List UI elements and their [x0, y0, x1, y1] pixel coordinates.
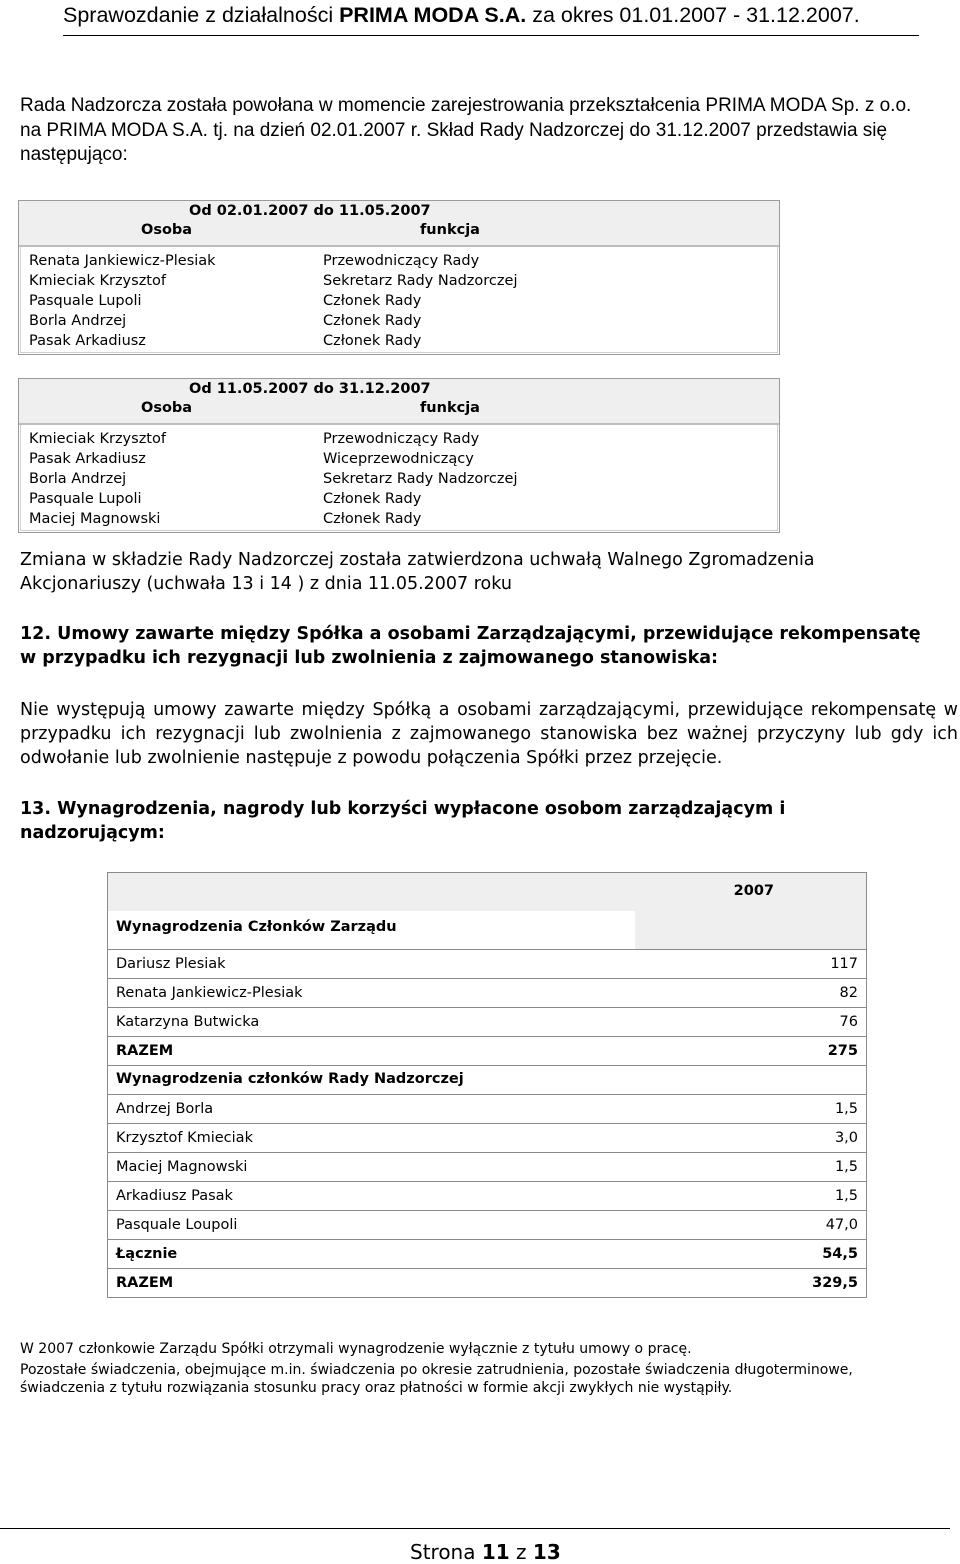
- person-name: Kmieciak Krzysztof: [29, 273, 166, 289]
- person-function: Sekretarz Rady Nadzorczej: [323, 471, 518, 487]
- board-table-header: [19, 201, 779, 247]
- person-name: Pasak Arkadiusz: [29, 333, 146, 349]
- table-row: [108, 1153, 866, 1182]
- table-row: [108, 950, 866, 979]
- remuneration-table: [107, 872, 867, 1298]
- person-name: Pasak Arkadiusz: [29, 451, 146, 467]
- person-name: Kmieciak Krzysztof: [29, 431, 166, 447]
- table-row: [19, 291, 779, 311]
- person-function: Członek Rady: [323, 313, 422, 329]
- page-header: [63, 3, 918, 28]
- person-function: Członek Rady: [323, 293, 422, 309]
- header-suffix: za okres 01.01.2007 - 31.12.2007.: [526, 3, 860, 27]
- page-number: [410, 1540, 561, 1564]
- board-total-row: [108, 1240, 866, 1269]
- table-row: [19, 449, 779, 469]
- person-function: Wiceprzewodniczący: [323, 451, 474, 467]
- header-prefix: Sprawozdanie z działalności: [63, 3, 340, 27]
- row-value: 1,5: [834, 1101, 858, 1117]
- note-other-benefits: Pozostałe świadczenia, obejmujące m.in. świadczenia po okresie zatrudnienia, pozostałe świadczenia długoterminowe, świadczenia z tytułu rozwiązania stosunku pracy oraz płatności w formie akcji zwykłych nie wystąpiły.: [20, 1362, 853, 1396]
- table-row: [108, 1008, 866, 1037]
- person-function: Członek Rady: [323, 333, 422, 349]
- table-row: [108, 1182, 866, 1211]
- row-value: 76: [839, 1014, 858, 1030]
- row-value: 82: [839, 985, 858, 1001]
- table-row: [108, 1095, 866, 1124]
- board-period: Od 02.01.2007 do 11.05.2007: [189, 203, 431, 219]
- row-value: 275: [827, 1043, 858, 1059]
- board-header-row: [108, 1066, 866, 1095]
- section-12-heading: [20, 622, 940, 670]
- row-value: 117: [830, 956, 858, 972]
- person-function: Członek Rady: [323, 511, 422, 527]
- person-name: Maciej Magnowski: [29, 511, 161, 527]
- table-row: [19, 271, 779, 291]
- board-composition-table-1: [18, 200, 780, 355]
- board-period: Od 11.05.2007 do 31.12.2007: [189, 381, 431, 397]
- row-name: Łącznie: [116, 1246, 178, 1262]
- section-number: 13.: [20, 799, 52, 819]
- header-company: PRIMA MODA S.A.: [339, 3, 527, 27]
- year-header-row: [108, 873, 866, 911]
- column-header-function: funkcja: [420, 222, 480, 238]
- footer-divider: [0, 1528, 950, 1529]
- row-name: Krzysztof Kmieciak: [116, 1130, 253, 1146]
- board-table-header: [19, 379, 779, 425]
- current-page: 11: [481, 1540, 510, 1564]
- row-name: RAZEM: [116, 1043, 174, 1059]
- section-13-heading: [20, 797, 840, 845]
- change-note: Zmiana w składzie Rady Nadzorczej została zatwierdzona uchwałą Walnego Zgromadzenia Akcjonariuszy (uchwała 13 i 14 ) z dnia 11.05.2007 roku: [20, 550, 815, 594]
- table-row: [19, 469, 779, 489]
- header-divider: [63, 35, 919, 36]
- row-name: Pasquale Loupoli: [116, 1217, 238, 1233]
- person-function: Przewodniczący Rady: [323, 431, 480, 447]
- row-name: RAZEM: [116, 1275, 174, 1291]
- row-value: 329,5: [812, 1275, 858, 1291]
- person-name: Pasquale Lupoli: [29, 491, 142, 507]
- table-row: [19, 331, 779, 351]
- section-12-body: Nie występują umowy zawarte między Spółką a osobami zarządzającymi, przewidujące rekompensatę w przypadku ich rezygnacji lub zwolnienia z zajmowanego stanowiska bez ważnej przyczyny lub gdy ich odwołanie lub zwolnienie następuje z powodu połączenia Spółki przez przejęcie.: [20, 700, 958, 768]
- grand-total-row: [108, 1269, 866, 1297]
- person-name: Renata Jankiewicz-Plesiak: [29, 253, 216, 269]
- row-name: Arkadiusz Pasak: [116, 1188, 233, 1204]
- column-header-person: Osoba: [141, 400, 193, 416]
- table-row: [108, 979, 866, 1008]
- table-row: [19, 251, 779, 271]
- person-function: Sekretarz Rady Nadzorczej: [323, 273, 518, 289]
- row-value: 3,0: [834, 1130, 858, 1146]
- row-value: 54,5: [822, 1246, 858, 1262]
- row-name: Dariusz Plesiak: [116, 956, 226, 972]
- person-function: Przewodniczący Rady: [323, 253, 480, 269]
- page-of: z: [509, 1540, 533, 1564]
- row-value: 1,5: [834, 1188, 858, 1204]
- person-name: Pasquale Lupoli: [29, 293, 142, 309]
- intro-paragraph: Rada Nadzorcza została powołana w momencie zarejestrowania przekształcenia PRIMA MODA Sp. z o.o. na PRIMA MODA S.A. tj. na dzień 02.01.2007 r. Skład Rady Nadzorczej do 31.12.2007 przedstawia się następująco:: [20, 95, 912, 165]
- person-name: Borla Andrzej: [29, 313, 127, 329]
- row-value: 47,0: [825, 1217, 858, 1233]
- row-name: Andrzej Borla: [116, 1101, 214, 1117]
- person-function: Członek Rady: [323, 491, 422, 507]
- row-name: Maciej Magnowski: [116, 1159, 248, 1175]
- table-row: [19, 489, 779, 509]
- table-row: [19, 509, 779, 529]
- row-name: Renata Jankiewicz-Plesiak: [116, 985, 303, 1001]
- page-label: Strona: [410, 1540, 482, 1564]
- total-pages: 13: [532, 1540, 561, 1564]
- table-row: [108, 1211, 866, 1240]
- table-row: [19, 429, 779, 449]
- management-total-row: [108, 1037, 866, 1066]
- note-employment: W 2007 członkowie Zarządu Spółki otrzymali wynagrodzenie wyłącznie z tytułu umowy o pracę.: [20, 1341, 692, 1357]
- board-composition-table-2: [18, 378, 780, 533]
- table-row: [19, 311, 779, 331]
- year-label: 2007: [733, 883, 774, 899]
- management-header-row: [108, 911, 866, 950]
- row-name: Katarzyna Butwicka: [116, 1014, 260, 1030]
- row-value: 1,5: [834, 1159, 858, 1175]
- section-title: Wynagrodzenia, nagrody lub korzyści wypłacone osobom zarządzającym i nadzorującym:: [20, 799, 786, 843]
- table-row: [108, 1124, 866, 1153]
- management-header: Wynagrodzenia Członków Zarządu: [116, 919, 397, 935]
- person-name: Borla Andrzej: [29, 471, 127, 487]
- section-title: Umowy zawarte między Spółka a osobami Zarządzającymi, przewidujące rekompensatę w przypadku ich rezygnacji lub zwolnienia z zajmowanego stanowiska:: [20, 624, 921, 668]
- section-number: 12.: [20, 624, 52, 644]
- column-header-person: Osoba: [141, 222, 193, 238]
- board-header: Wynagrodzenia członków Rady Nadzorczej: [116, 1071, 464, 1087]
- column-header-function: funkcja: [420, 400, 480, 416]
